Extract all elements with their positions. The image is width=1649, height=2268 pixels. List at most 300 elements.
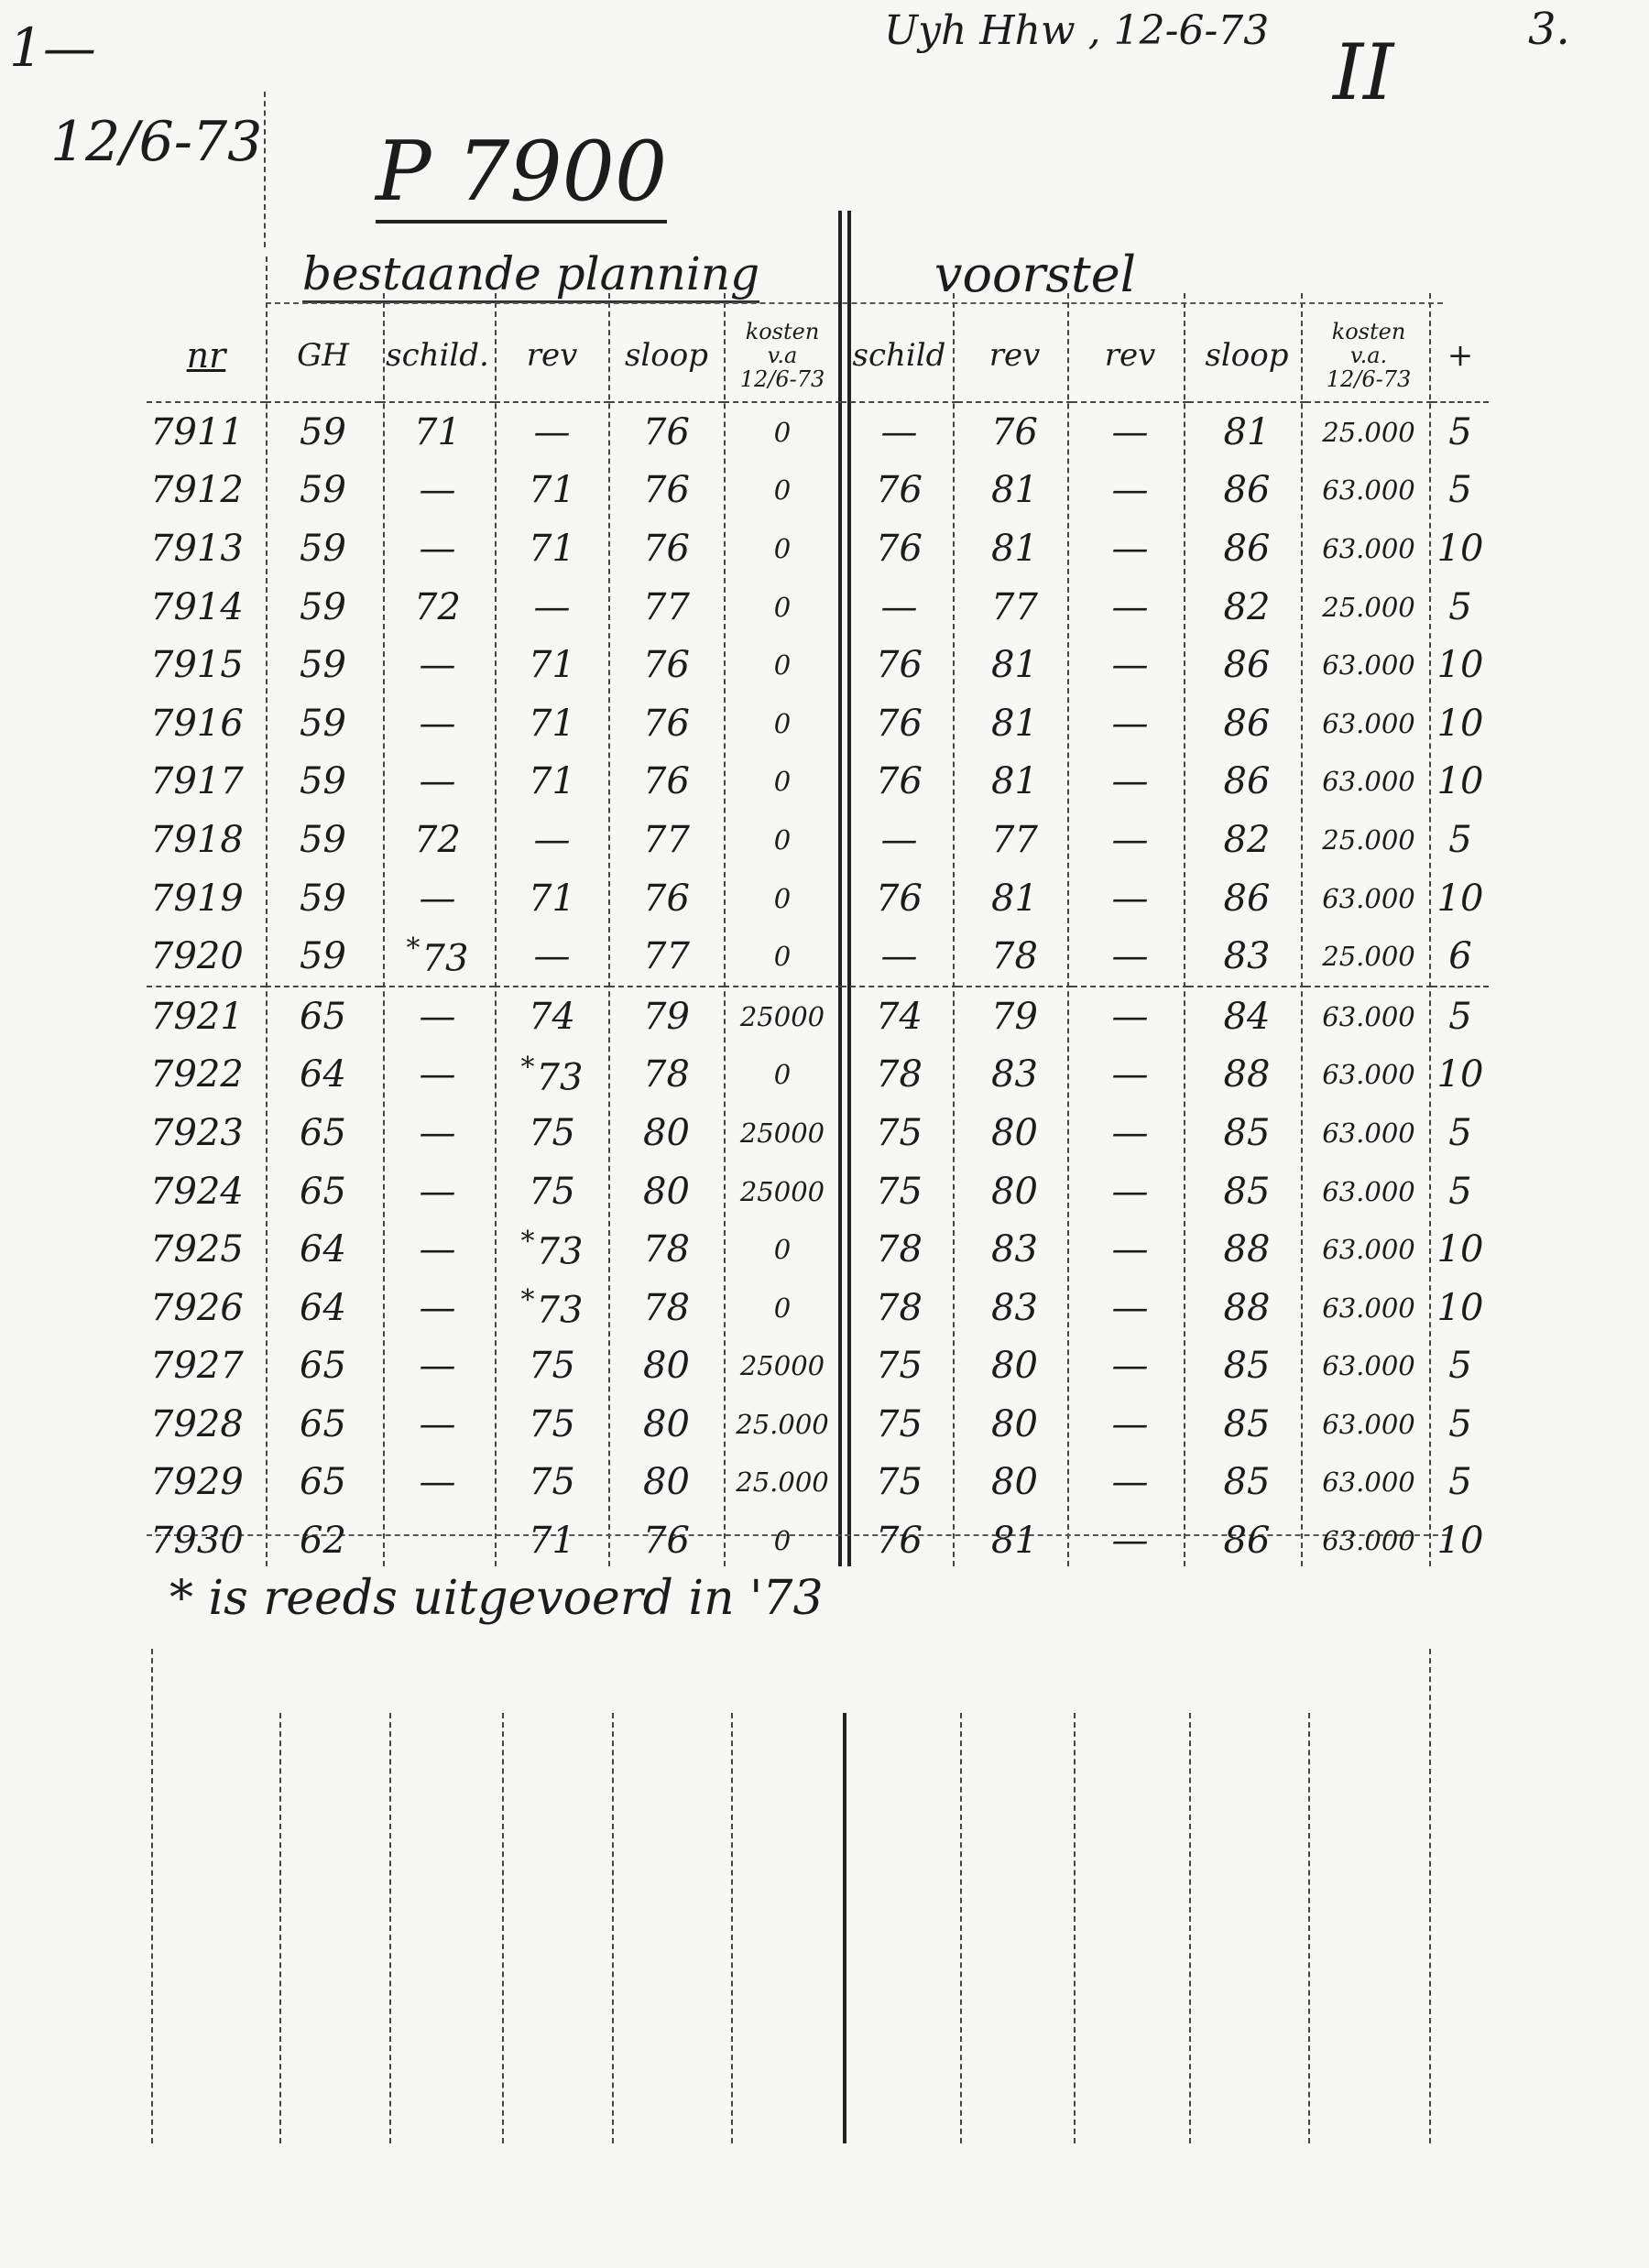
cell-value: — bbox=[1111, 995, 1149, 1038]
cell-plus bbox=[1432, 987, 1489, 1046]
cell-sloop bbox=[609, 869, 724, 928]
cell-value: 63.000 bbox=[1322, 1350, 1415, 1382]
group-heading-proposal: voorstel bbox=[934, 245, 1136, 303]
cell-value: 7911 bbox=[150, 410, 244, 453]
cell-value: 85 bbox=[1223, 1402, 1271, 1445]
cell-schild bbox=[380, 1046, 495, 1105]
cell-value: 77 bbox=[991, 585, 1038, 628]
cell-value: — bbox=[1111, 1053, 1149, 1096]
cell-value: 80 bbox=[991, 1111, 1038, 1154]
table-row bbox=[147, 753, 1489, 812]
empty-column-rule bbox=[151, 1649, 153, 2143]
cell-value: 74 bbox=[876, 995, 923, 1038]
cell-rev bbox=[495, 1104, 609, 1162]
cell-v-rev2 bbox=[1072, 519, 1188, 578]
cell-value: 82 bbox=[1223, 818, 1271, 861]
cell-gh bbox=[266, 402, 380, 462]
cell-value: 10 bbox=[1436, 877, 1484, 920]
cell-rev bbox=[495, 869, 609, 928]
empty-column-rule bbox=[960, 1713, 962, 2143]
cell-value: 78 bbox=[643, 1286, 690, 1329]
cell-nr bbox=[147, 1511, 266, 1570]
cell-value: 59 bbox=[300, 644, 346, 687]
cell-value: 63.000 bbox=[1322, 1175, 1415, 1207]
cell-value: — bbox=[1111, 1402, 1149, 1445]
cell-value: — bbox=[419, 469, 456, 512]
cell-value: 7919 bbox=[150, 877, 244, 920]
cell-gh bbox=[266, 1279, 380, 1337]
cell-value: 65 bbox=[300, 1345, 346, 1388]
cell-v-schild bbox=[841, 753, 957, 812]
table-row bbox=[147, 1511, 1489, 1570]
cell-gh bbox=[266, 462, 380, 520]
cell-v-kosten bbox=[1305, 753, 1432, 812]
cell-value: 80 bbox=[643, 1461, 690, 1504]
cell-v-sloop bbox=[1188, 1279, 1305, 1337]
cell-v-sloop bbox=[1188, 1511, 1305, 1570]
cell-value: 63.000 bbox=[1322, 882, 1415, 914]
cell-v-sloop bbox=[1188, 519, 1305, 578]
cell-value: 5 bbox=[1448, 1461, 1472, 1504]
group-heading-existing: bestaande planning bbox=[302, 247, 759, 303]
cell-v-schild bbox=[841, 987, 957, 1046]
cell-rev bbox=[495, 1511, 609, 1570]
table-row bbox=[147, 987, 1489, 1046]
cell-value: 77 bbox=[991, 818, 1038, 861]
cell-rev bbox=[495, 811, 609, 869]
col-header-sloop: sloop bbox=[609, 310, 724, 402]
cell-v-rev bbox=[957, 987, 1072, 1046]
cell-sloop bbox=[609, 1104, 724, 1162]
cell-value: — bbox=[419, 644, 456, 687]
cell-value: 76 bbox=[876, 760, 923, 803]
cell-gh bbox=[266, 1337, 380, 1396]
cell-value: — bbox=[419, 1402, 456, 1445]
cell-value: — bbox=[419, 1111, 456, 1154]
cell-value: 6 bbox=[1448, 935, 1472, 978]
cell-v-schild bbox=[841, 1279, 957, 1337]
empty-column-rule bbox=[731, 1713, 733, 2143]
cell-value: 59 bbox=[300, 469, 346, 512]
cell-nr bbox=[147, 869, 266, 928]
cell-sloop bbox=[609, 1162, 724, 1221]
cell-value: 65 bbox=[300, 1461, 346, 1504]
col-header-voorstel-kosten-line2: v.a. bbox=[1349, 343, 1388, 368]
cell-v-rev bbox=[957, 1162, 1072, 1221]
cell-value: 59 bbox=[300, 760, 346, 803]
cell-v-rev bbox=[957, 1220, 1072, 1279]
cell-value: — bbox=[533, 818, 571, 861]
cell-schild bbox=[380, 753, 495, 812]
cell-v-sloop bbox=[1188, 1454, 1305, 1512]
cell-v-sloop bbox=[1188, 1046, 1305, 1105]
cell-nr bbox=[147, 811, 266, 869]
cell-sloop bbox=[609, 987, 724, 1046]
cell-v-schild bbox=[841, 402, 957, 462]
cell-rev bbox=[495, 1220, 609, 1279]
cell-value: 76 bbox=[643, 760, 690, 803]
cell-v-rev2 bbox=[1072, 1279, 1188, 1337]
table-row bbox=[147, 811, 1489, 869]
cell-value: 76 bbox=[991, 410, 1038, 453]
cell-value: — bbox=[1111, 1345, 1149, 1388]
empty-column-rule bbox=[502, 1713, 504, 2143]
cell-kosten bbox=[724, 462, 841, 520]
cell-value: 78 bbox=[643, 1053, 690, 1096]
cell-value: 72 bbox=[414, 818, 461, 861]
cell-sloop bbox=[609, 1454, 724, 1512]
cell-value: 63.000 bbox=[1322, 649, 1415, 681]
cell-plus bbox=[1432, 1454, 1489, 1512]
cell-value: — bbox=[1111, 644, 1149, 687]
cell-rev bbox=[495, 578, 609, 637]
cell-value: 5 bbox=[1448, 1170, 1472, 1213]
cell-gh bbox=[266, 927, 380, 987]
cell-value: 63.000 bbox=[1322, 1292, 1415, 1324]
cell-gh bbox=[266, 578, 380, 637]
cell-value: 71 bbox=[529, 644, 575, 687]
cell-value: 78 bbox=[876, 1286, 923, 1329]
cell-v-rev bbox=[957, 811, 1072, 869]
cell-value: 7916 bbox=[150, 702, 244, 745]
cell-value: 71 bbox=[529, 760, 575, 803]
cell-value: 59 bbox=[300, 818, 346, 861]
cell-sloop bbox=[609, 753, 724, 812]
cell-value: 7925 bbox=[150, 1228, 244, 1271]
cell-value: 63.000 bbox=[1322, 1234, 1415, 1266]
table-row bbox=[147, 402, 1489, 462]
cell-plus bbox=[1432, 462, 1489, 520]
cell-nr bbox=[147, 462, 266, 520]
cell-schild bbox=[380, 1162, 495, 1221]
cell-nr bbox=[147, 636, 266, 694]
cell-v-schild bbox=[841, 1395, 957, 1454]
cell-v-rev bbox=[957, 578, 1072, 637]
col-header-schild: schild. bbox=[380, 310, 495, 402]
cell-value: 5 bbox=[1448, 410, 1472, 453]
cell-v-rev bbox=[957, 753, 1072, 812]
cell-value: — bbox=[419, 1345, 456, 1388]
cell-value: 65 bbox=[300, 995, 346, 1038]
cell-value: — bbox=[1111, 877, 1149, 920]
cell-nr bbox=[147, 402, 266, 462]
cell-v-rev2 bbox=[1072, 1454, 1188, 1512]
cell-nr bbox=[147, 1337, 266, 1396]
cell-value: 0 bbox=[773, 591, 792, 623]
cell-v-rev bbox=[957, 927, 1072, 987]
cell-value: 7923 bbox=[150, 1111, 244, 1154]
cell-value: 25000 bbox=[739, 1117, 825, 1149]
cell-nr bbox=[147, 519, 266, 578]
cell-v-kosten bbox=[1305, 987, 1432, 1046]
cell-value: 75 bbox=[876, 1345, 923, 1388]
cell-value: 75 bbox=[876, 1461, 923, 1504]
cell-value: 86 bbox=[1223, 760, 1271, 803]
cell-value: 63.000 bbox=[1322, 707, 1415, 739]
cell-value: 0 bbox=[773, 941, 792, 973]
cell-plus bbox=[1432, 1162, 1489, 1221]
cell-schild bbox=[380, 1337, 495, 1396]
cell-kosten bbox=[724, 869, 841, 928]
cell-v-rev2 bbox=[1072, 1511, 1188, 1570]
col-header-kosten-line2: v.a bbox=[767, 343, 798, 368]
cell-schild bbox=[380, 1395, 495, 1454]
cell-value: — bbox=[533, 410, 571, 453]
cell-gh bbox=[266, 811, 380, 869]
cell-value: 0 bbox=[773, 766, 792, 798]
table-row bbox=[147, 1337, 1489, 1396]
cell-kosten bbox=[724, 1511, 841, 1570]
cell-nr bbox=[147, 1279, 266, 1337]
cell-value: 25000 bbox=[739, 1175, 825, 1207]
cell-v-kosten bbox=[1305, 402, 1432, 462]
cell-gh bbox=[266, 753, 380, 812]
cell-sloop bbox=[609, 578, 724, 637]
cell-value: 76 bbox=[876, 644, 923, 687]
cell-v-kosten bbox=[1305, 578, 1432, 637]
col-header-nr: nr bbox=[147, 310, 266, 402]
cell-value: 76 bbox=[876, 702, 923, 745]
cell-value: 10 bbox=[1436, 527, 1484, 570]
col-header-voorstel-rev: rev bbox=[957, 310, 1072, 402]
cell-rev bbox=[495, 927, 609, 987]
table-row bbox=[147, 694, 1489, 753]
cell-plus bbox=[1432, 1220, 1489, 1279]
cell-schild bbox=[380, 1220, 495, 1279]
cell-v-kosten bbox=[1305, 1162, 1432, 1221]
table-row bbox=[147, 636, 1489, 694]
cell-value: 7926 bbox=[150, 1286, 244, 1329]
cell-value: 65 bbox=[300, 1402, 346, 1445]
cell-value: 63.000 bbox=[1322, 532, 1415, 564]
cell-value: 71 bbox=[529, 877, 575, 920]
cell-value: — bbox=[1111, 702, 1149, 745]
cell-value: 71 bbox=[529, 469, 575, 512]
cell-v-kosten bbox=[1305, 1454, 1432, 1512]
cell-value: 7930 bbox=[150, 1520, 244, 1563]
cell-gh bbox=[266, 1395, 380, 1454]
cell-value: 59 bbox=[300, 585, 346, 628]
cell-value: 83 bbox=[991, 1228, 1038, 1271]
cell-v-rev bbox=[957, 1395, 1072, 1454]
cell-kosten bbox=[724, 1454, 841, 1512]
cell-value: 7924 bbox=[150, 1170, 244, 1213]
cell-value: 80 bbox=[643, 1402, 690, 1445]
cell-gh bbox=[266, 869, 380, 928]
cell-v-rev2 bbox=[1072, 753, 1188, 812]
cell-plus bbox=[1432, 753, 1489, 812]
cell-v-kosten bbox=[1305, 462, 1432, 520]
cell-value: 77 bbox=[643, 818, 690, 861]
cell-value: 25.000 bbox=[736, 1467, 829, 1499]
cell-gh bbox=[266, 1511, 380, 1570]
cell-v-rev2 bbox=[1072, 1220, 1188, 1279]
cell-nr bbox=[147, 1046, 266, 1105]
cell-value: 73 bbox=[536, 1055, 584, 1098]
cell-value: 10 bbox=[1436, 1228, 1484, 1271]
cell-value: 78 bbox=[991, 935, 1038, 978]
asterisk-mark: * bbox=[520, 1051, 535, 1084]
table-row bbox=[147, 1220, 1489, 1279]
asterisk-mark: * bbox=[520, 1226, 535, 1259]
cell-rev bbox=[495, 1395, 609, 1454]
table-row bbox=[147, 927, 1489, 987]
cell-value: 76 bbox=[643, 877, 690, 920]
cell-v-kosten bbox=[1305, 694, 1432, 753]
table-row bbox=[147, 578, 1489, 637]
cell-value: 63.000 bbox=[1322, 474, 1415, 507]
cell-schild bbox=[380, 927, 495, 987]
col-header-voorstel-sloop: sloop bbox=[1188, 310, 1305, 402]
cell-rev bbox=[495, 1279, 609, 1337]
cell-value: — bbox=[1111, 585, 1149, 628]
col-header-kosten bbox=[724, 310, 841, 402]
cell-gh bbox=[266, 519, 380, 578]
cell-value: 80 bbox=[991, 1345, 1038, 1388]
cell-schild bbox=[380, 1454, 495, 1512]
cell-v-rev bbox=[957, 519, 1072, 578]
cell-value: 86 bbox=[1223, 644, 1271, 687]
cell-rev bbox=[495, 753, 609, 812]
cell-value: 75 bbox=[529, 1345, 575, 1388]
cell-plus bbox=[1432, 1279, 1489, 1337]
cell-value: — bbox=[533, 585, 571, 628]
cell-nr bbox=[147, 1220, 266, 1279]
cell-value: 80 bbox=[991, 1461, 1038, 1504]
cell-value: 86 bbox=[1223, 702, 1271, 745]
cell-kosten bbox=[724, 1220, 841, 1279]
footnote: * is reeds uitgevoerd in '73 bbox=[169, 1571, 824, 1626]
cell-plus bbox=[1432, 1337, 1489, 1396]
cell-value: 25.000 bbox=[1322, 416, 1415, 448]
cell-v-sloop bbox=[1188, 462, 1305, 520]
cell-value: 62 bbox=[300, 1520, 346, 1563]
cell-value: 7929 bbox=[150, 1461, 244, 1504]
cell-v-sloop bbox=[1188, 927, 1305, 987]
cell-value: — bbox=[419, 760, 456, 803]
col-header-voorstel-kosten-line1: kosten bbox=[1331, 319, 1406, 344]
cell-value: 63.000 bbox=[1322, 1408, 1415, 1440]
cell-value: 80 bbox=[991, 1170, 1038, 1213]
cell-v-rev bbox=[957, 1337, 1072, 1396]
cell-value: 81 bbox=[991, 877, 1038, 920]
cell-rev bbox=[495, 1046, 609, 1105]
cell-v-rev bbox=[957, 1454, 1072, 1512]
cell-value: 81 bbox=[1223, 410, 1271, 453]
cell-value: 84 bbox=[1223, 995, 1271, 1038]
roman-numeral: II bbox=[1333, 27, 1394, 117]
cell-plus bbox=[1432, 927, 1489, 987]
cell-sloop bbox=[609, 927, 724, 987]
cell-schild bbox=[380, 987, 495, 1046]
cell-value: — bbox=[419, 995, 456, 1038]
cell-value: 7927 bbox=[150, 1345, 244, 1388]
cell-plus bbox=[1432, 402, 1489, 462]
cell-v-kosten bbox=[1305, 1337, 1432, 1396]
cell-value: — bbox=[1111, 935, 1149, 978]
cell-v-sloop bbox=[1188, 811, 1305, 869]
date-left: 12/6-73 bbox=[50, 110, 263, 174]
cell-schild bbox=[380, 811, 495, 869]
cell-value: 77 bbox=[643, 585, 690, 628]
cell-value: 76 bbox=[876, 469, 923, 512]
cell-value: — bbox=[1111, 1286, 1149, 1329]
cell-sloop bbox=[609, 1337, 724, 1396]
cell-value: 63.000 bbox=[1322, 1059, 1415, 1091]
cell-nr bbox=[147, 1454, 266, 1512]
cell-schild bbox=[380, 869, 495, 928]
cell-sloop bbox=[609, 1046, 724, 1105]
cell-v-sloop bbox=[1188, 1220, 1305, 1279]
cell-value: 88 bbox=[1223, 1228, 1271, 1271]
col-header-kosten-line3: 12/6-73 bbox=[739, 366, 825, 392]
cell-value: 80 bbox=[643, 1111, 690, 1154]
cell-value: 76 bbox=[643, 410, 690, 453]
cell-v-rev bbox=[957, 1046, 1072, 1105]
cell-value: 0 bbox=[773, 416, 792, 448]
cell-plus bbox=[1432, 1104, 1489, 1162]
cell-value: — bbox=[419, 702, 456, 745]
cell-v-kosten bbox=[1305, 869, 1432, 928]
cell-plus bbox=[1432, 519, 1489, 578]
cell-value: 71 bbox=[529, 527, 575, 570]
table-row bbox=[147, 1454, 1489, 1512]
cell-kosten bbox=[724, 578, 841, 637]
cell-kosten bbox=[724, 636, 841, 694]
cell-value: 81 bbox=[991, 1520, 1038, 1563]
cell-value: — bbox=[1111, 1111, 1149, 1154]
cell-value: 85 bbox=[1223, 1111, 1271, 1154]
cell-value: 5 bbox=[1448, 1402, 1472, 1445]
cell-value: 59 bbox=[300, 527, 346, 570]
cell-value: 7913 bbox=[150, 527, 244, 570]
cell-v-schild bbox=[841, 811, 957, 869]
cell-kosten bbox=[724, 519, 841, 578]
cell-value: 76 bbox=[643, 527, 690, 570]
cell-value: 0 bbox=[773, 823, 792, 856]
cell-value: 7928 bbox=[150, 1402, 244, 1445]
cell-v-rev bbox=[957, 1104, 1072, 1162]
cell-v-rev2 bbox=[1072, 1046, 1188, 1105]
cell-value: 71 bbox=[529, 702, 575, 745]
cell-value: 7920 bbox=[150, 935, 244, 978]
cell-value: 73 bbox=[421, 937, 469, 980]
cell-nr bbox=[147, 1395, 266, 1454]
cell-kosten bbox=[724, 811, 841, 869]
cell-nr bbox=[147, 987, 266, 1046]
cell-rev bbox=[495, 987, 609, 1046]
cell-v-kosten bbox=[1305, 1511, 1432, 1570]
cell-schild bbox=[380, 402, 495, 462]
cell-value: — bbox=[1111, 760, 1149, 803]
cell-value: — bbox=[880, 935, 918, 978]
cell-v-kosten bbox=[1305, 1220, 1432, 1279]
asterisk-mark: * bbox=[406, 932, 420, 965]
col-header-voorstel-kosten bbox=[1305, 310, 1432, 402]
cell-schild bbox=[380, 694, 495, 753]
cell-v-schild bbox=[841, 1046, 957, 1105]
cell-value: 0 bbox=[773, 707, 792, 739]
cell-value: 86 bbox=[1223, 1520, 1271, 1563]
cell-v-kosten bbox=[1305, 519, 1432, 578]
cell-value: 75 bbox=[876, 1402, 923, 1445]
empty-section-divider bbox=[843, 1713, 846, 2143]
cell-v-schild bbox=[841, 1220, 957, 1279]
cell-sloop bbox=[609, 519, 724, 578]
col-header-kosten-line1: kosten bbox=[745, 319, 820, 344]
cell-v-schild bbox=[841, 927, 957, 987]
cell-value: 81 bbox=[991, 527, 1038, 570]
